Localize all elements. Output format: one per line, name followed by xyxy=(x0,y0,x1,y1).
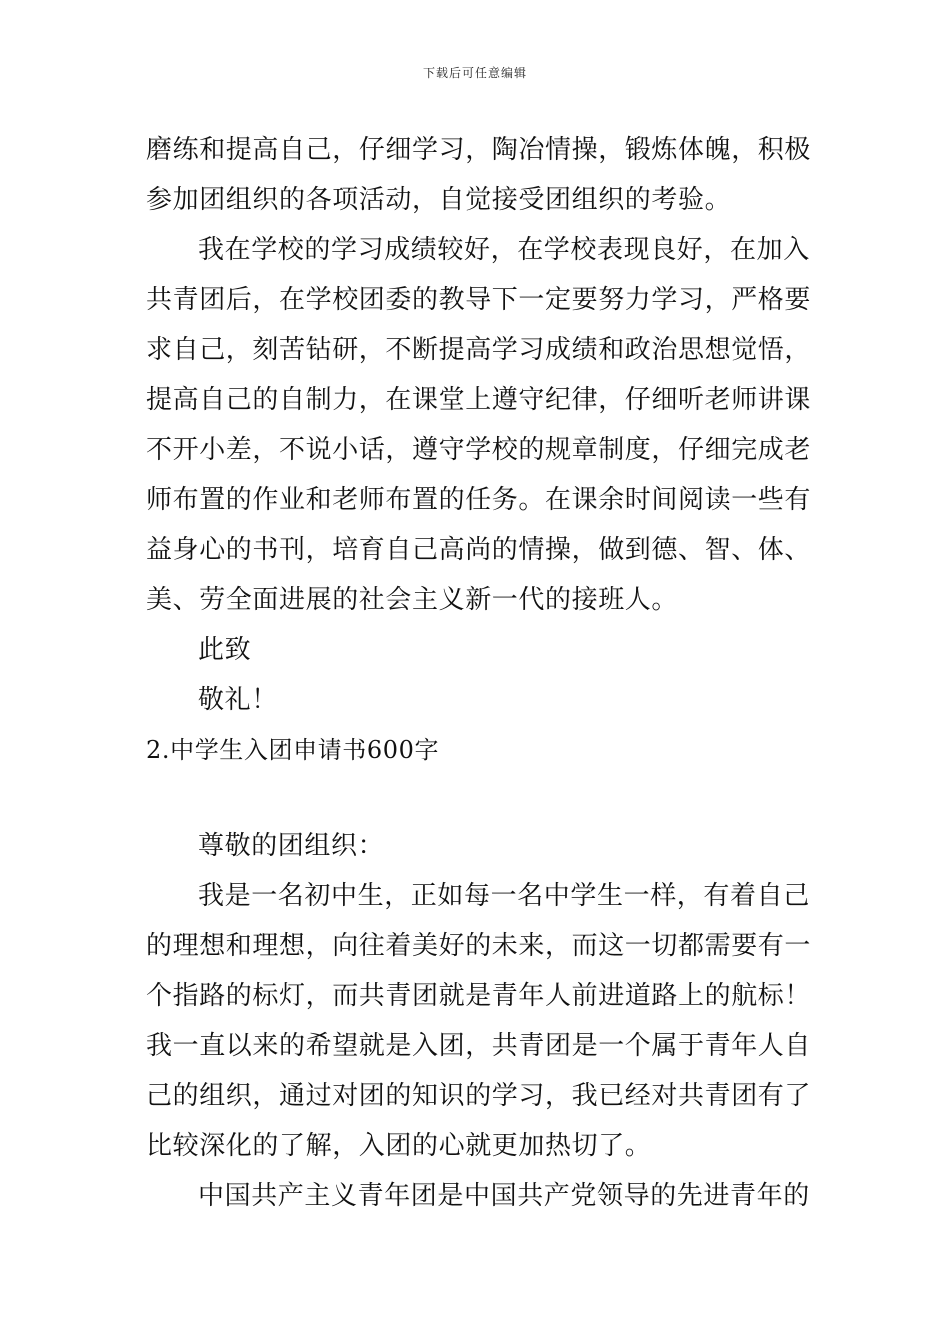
text-line: 美、劳全面进展的社会主义新一代的接班人。 xyxy=(146,585,679,615)
closing-line: 敬礼！ xyxy=(198,685,278,715)
text-line: 我是一名初中生，正如每一名中学生一样，有着自己 xyxy=(198,881,810,911)
salutation-line: 尊敬的团组织： xyxy=(198,831,385,861)
text-line: 不开小差，不说小话，遵守学校的规章制度，仔细完成老 xyxy=(146,435,812,465)
text-line: 益身心的书刊，培育自己高尚的情操，做到德、智、体、 xyxy=(146,535,812,565)
text-line: 的理想和理想，向往着美好的未来，而这一切都需要有一 xyxy=(146,931,812,961)
text-line: 比较深化的了解，入团的心就更加热切了。 xyxy=(146,1131,652,1161)
text-line: 共青团后，在学校团委的教导下一定要努力学习，严格要 xyxy=(146,285,812,315)
text-line: 参加团组织的各项活动，自觉接受团组织的考验。 xyxy=(146,185,732,215)
text-line: 我在学校的学习成绩较好，在学校表现良好，在加入 xyxy=(198,235,810,265)
text-line: 我一直以来的希望就是入团，共青团是一个属于青年人自 xyxy=(146,1031,812,1061)
closing-line: 此致 xyxy=(198,635,252,665)
text-line: 中国共产主义青年团是中国共产党领导的先进青年的 xyxy=(198,1181,810,1211)
text-line: 求自己，刻苦钻研，不断提高学习成绩和政治思想觉悟， xyxy=(146,335,812,365)
text-line: 提高自己的自制力，在课堂上遵守纪律，仔细听老师讲课 xyxy=(146,385,812,415)
text-line: 师布置的作业和老师布置的任务。在课余时间阅读一些有 xyxy=(146,485,812,515)
text-line: 个指路的标灯，而共青团就是青年人前进道路上的航标！ xyxy=(146,981,812,1011)
text-line: 己的组织，通过对团的知识的学习，我已经对共青团有了 xyxy=(146,1081,812,1111)
page-header: 下载后可任意编辑 xyxy=(422,66,527,80)
text-line: 磨练和提高自己，仔细学习，陶冶情操，锻炼体魄，积极 xyxy=(146,135,812,165)
section-heading: 2.中学生入团申请书600字 xyxy=(146,736,440,764)
